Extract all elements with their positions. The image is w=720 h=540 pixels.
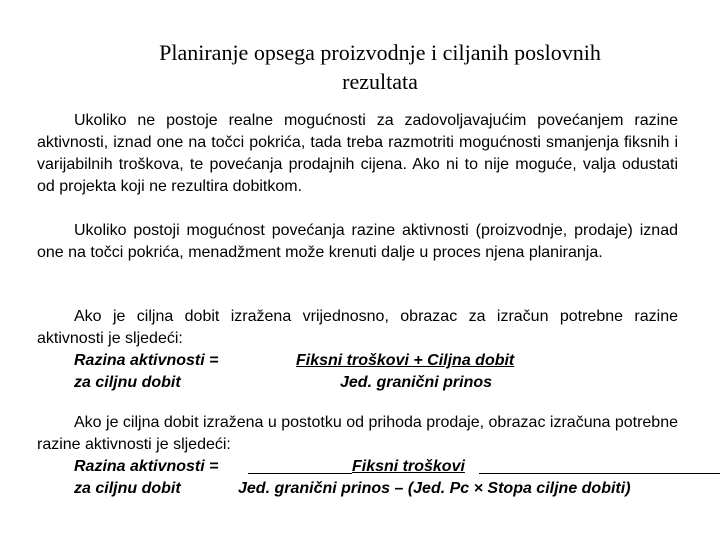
formula-1-denominator: Jed. granični prinos — [340, 374, 493, 391]
formula-1-lhs-line-1: Razina aktivnosti = — [74, 352, 219, 369]
formula-2-fraction-bar-left — [248, 473, 352, 474]
formula-2-lhs-line-1: Razina aktivnosti = — [74, 458, 219, 475]
paragraph-3: Ako je ciljna dobit izražena vrijednosno, obrazac za izračun potrebne razine aktivnosti je sljedeći: — [37, 308, 678, 347]
formula-2-numerator: Fiksni troškovi — [352, 458, 465, 475]
formula-1-lhs-line-2: za ciljnu dobit — [74, 374, 181, 391]
formula-2-fraction-bar-right — [479, 473, 720, 474]
paragraph-2: Ukoliko postoji mogućnost povećanja razine aktivnosti (proizvodnje, prodaje) iznad one na točci pokrića, menadžment može krenuti dalje u proces njena planiranja. — [37, 222, 678, 261]
title-line-2: rezultata — [342, 69, 418, 94]
formula-2-denominator: Jed. granični prinos – (Jed. Pc × Stopa ciljne dobiti) — [238, 480, 631, 497]
page-title — [0, 38, 720, 96]
paragraph-4: Ako je ciljna dobit izražena u postotku od prihoda prodaje, obrazac izračuna potrebne razine aktivnosti je sljedeći: — [37, 414, 678, 453]
formula-2-lhs-line-2: za ciljnu dobit — [74, 480, 181, 497]
formula-1-numerator: Fiksni troškovi + Ciljna dobit — [296, 352, 515, 369]
title-line-1: Planiranje opsega proizvodnje i ciljanih poslovnih — [159, 40, 601, 65]
paragraph-1: Ukoliko ne postoje realne mogućnosti za zadovoljavajućim povećanjem razine aktivnosti, iznad one na točci pokrića, tada treba razmotriti mogućnosti smanjenja fiksnih i varijabilnih troškova, te povećanja prodajnih cijena. Ako ni to nije moguće, valja odustati od projekta koji ne rezultira dobitkom. — [37, 112, 678, 195]
